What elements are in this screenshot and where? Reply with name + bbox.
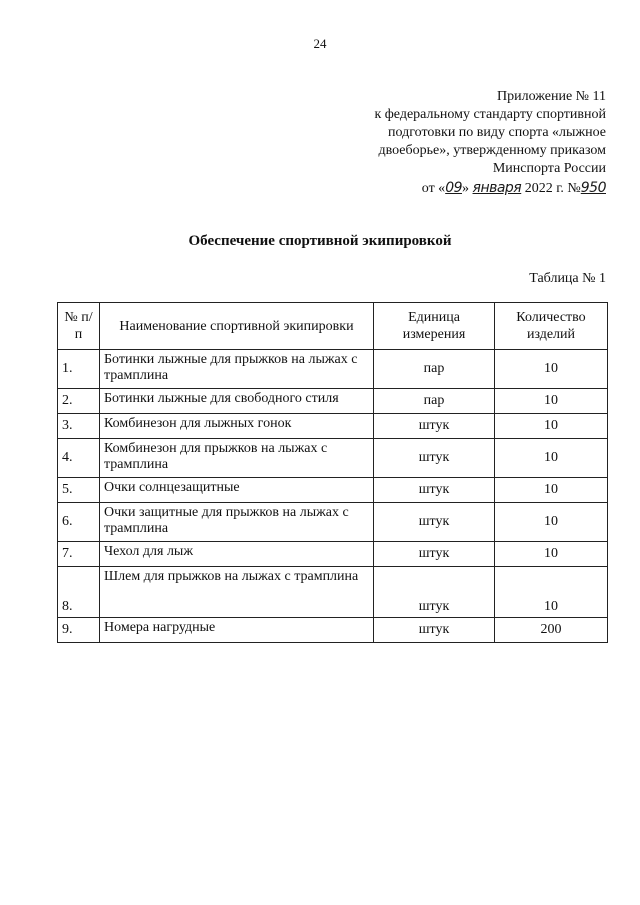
row-unit: пар	[374, 389, 495, 414]
appendix-line-4: двоеборье», утвержденному приказом	[378, 143, 606, 158]
row-num: 3.	[58, 414, 100, 439]
row-unit: штук	[374, 478, 495, 503]
row-num: 1.	[58, 350, 100, 389]
row-num: 8.	[58, 567, 100, 618]
header-qty: Количество изделий	[495, 303, 608, 350]
row-qty: 10	[495, 389, 608, 414]
row-unit: штук	[374, 503, 495, 542]
table-row	[58, 618, 608, 643]
row-name: Ботинки лыжные для прыжков на лыжах с трамплина	[100, 350, 374, 389]
row-qty: 10	[495, 414, 608, 439]
row-num: 4.	[58, 439, 100, 478]
equipment-table	[57, 302, 608, 643]
table-row	[58, 503, 608, 542]
row-unit: штук	[374, 414, 495, 439]
row-qty: 10	[495, 478, 608, 503]
table-caption: Таблица № 1	[529, 271, 606, 286]
row-name: Очки защитные для прыжков на лыжах с трамплина	[100, 503, 374, 542]
row-unit: пар	[374, 350, 495, 389]
row-unit: штук	[374, 567, 495, 618]
row-name: Комбинезон для прыжков на лыжах с трамплина	[100, 439, 374, 478]
row-name: Ботинки лыжные для свободного стиля	[100, 389, 374, 414]
table-row	[58, 389, 608, 414]
appendix-line-3: подготовки по виду спорта «лыжное	[388, 125, 606, 140]
header-num: № п/п	[58, 303, 100, 350]
row-num: 7.	[58, 542, 100, 567]
appendix-line-1: Приложение № 11	[497, 89, 606, 104]
date-mid: »	[462, 181, 470, 196]
header-unit: Единица измерения	[374, 303, 495, 350]
date-month-handwritten: января	[472, 180, 522, 196]
table-row	[58, 542, 608, 567]
appendix-line-2: к федеральному стандарту спортивной	[374, 107, 606, 122]
row-num: 9.	[58, 618, 100, 643]
row-qty: 10	[495, 503, 608, 542]
row-name: Чехол для лыж	[100, 542, 374, 567]
row-name: Шлем для прыжков на лыжах с трамплина	[100, 567, 374, 618]
table-row	[58, 567, 608, 618]
row-unit: штук	[374, 542, 495, 567]
table-header-row	[58, 303, 608, 350]
table-row	[58, 414, 608, 439]
row-name: Номера нагрудные	[100, 618, 374, 643]
page-number: 24	[313, 36, 327, 51]
order-date-line	[336, 179, 606, 198]
appendix-block	[336, 88, 606, 198]
row-qty: 10	[495, 439, 608, 478]
table-row	[58, 350, 608, 389]
row-num: 2.	[58, 389, 100, 414]
row-qty: 10	[495, 542, 608, 567]
row-num: 5.	[58, 478, 100, 503]
row-name: Очки солнцезащитные	[100, 478, 374, 503]
row-num: 6.	[58, 503, 100, 542]
header-name: Наименование спортивной экипировки	[100, 303, 374, 350]
table-row	[58, 439, 608, 478]
date-day-handwritten: 09	[445, 180, 463, 196]
document-title: Обеспечение спортивной экипировкой	[188, 233, 452, 249]
date-prefix: от «	[421, 181, 446, 196]
order-number-handwritten: 950	[580, 180, 606, 196]
row-unit: штук	[374, 618, 495, 643]
row-name: Комбинезон для лыжных гонок	[100, 414, 374, 439]
table-row	[58, 478, 608, 503]
row-qty: 10	[495, 567, 608, 618]
row-qty: 10	[495, 350, 608, 389]
date-year: 2022 г. №	[524, 181, 581, 196]
appendix-line-5: Минспорта России	[492, 161, 606, 176]
row-qty: 200	[495, 618, 608, 643]
row-unit: штук	[374, 439, 495, 478]
